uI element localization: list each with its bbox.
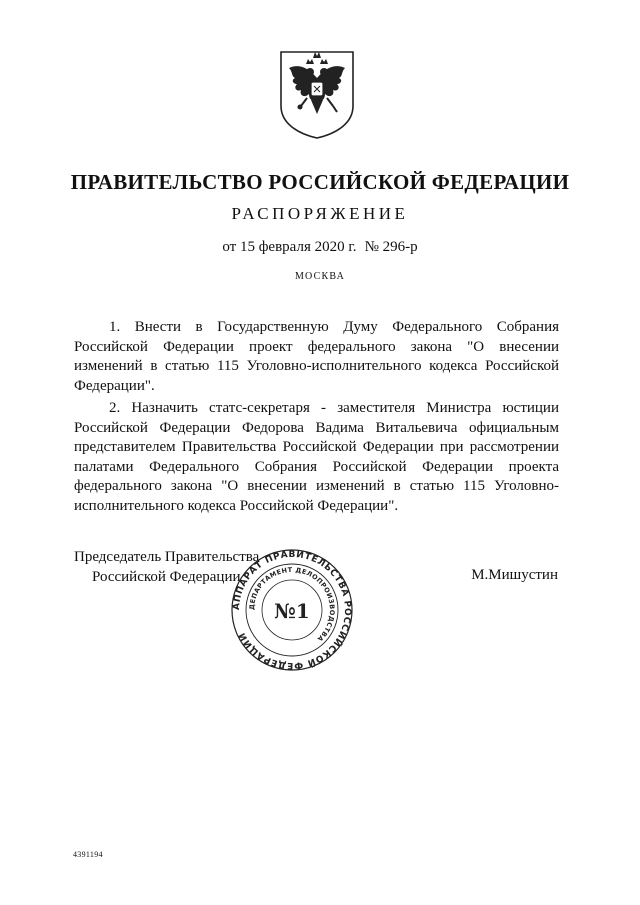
document-body — [74, 318, 559, 519]
document-number: № 296-р — [364, 239, 418, 255]
stamp-inner-text: ДЕПАРТАМЕНТ ДЕЛОПРОИЗВОДСТВА — [247, 565, 337, 644]
paragraph-2: 2. Назначить статс-секретаря - заместителя Министра юстиции Российской Федерации Федорова Вадима Витальевича официальным представителем Правительства Российской Федерации при рассмотрении палатами Федерального Собрания Российской Федерации проекта федерального закона "О внесении изменений в статью 115 Уголовно-исполнительного кодекса Российской Федерации". — [74, 400, 559, 514]
official-stamp — [230, 548, 354, 672]
document-date: от 15 февраля 2020 г. — [222, 239, 357, 255]
stamp-number: №1 — [274, 599, 310, 623]
government-title: ПРАВИТЕЛЬСТВО РОССИЙСКОЙ ФЕДЕРАЦИИ — [70, 170, 570, 194]
coat-of-arms-icon — [277, 48, 357, 140]
signatory-position-line2: Российской Федерации — [92, 569, 241, 585]
document-code: 4391194 — [73, 850, 103, 859]
city: МОСКВА — [294, 271, 346, 282]
document-type: РАСПОРЯЖЕНИЕ — [231, 204, 409, 223]
document-date-line — [0, 239, 640, 256]
stamp-outer-text: АППАРАТ ПРАВИТЕЛЬСТВА РОССИЙСКОЙ ФЕДЕРАЦИИ — [231, 549, 353, 671]
signatory-position-line1: Председатель Правительства — [74, 549, 260, 565]
signer-name: М.Мишустин — [471, 567, 558, 583]
paragraph-1: 1. Внести в Государственную Думу Федерального Собрания Российской Федерации проект федерального закона "О внесении изменений в статью 115 Уголовно-исполнительного кодекса Российской Федерации". — [74, 319, 559, 394]
